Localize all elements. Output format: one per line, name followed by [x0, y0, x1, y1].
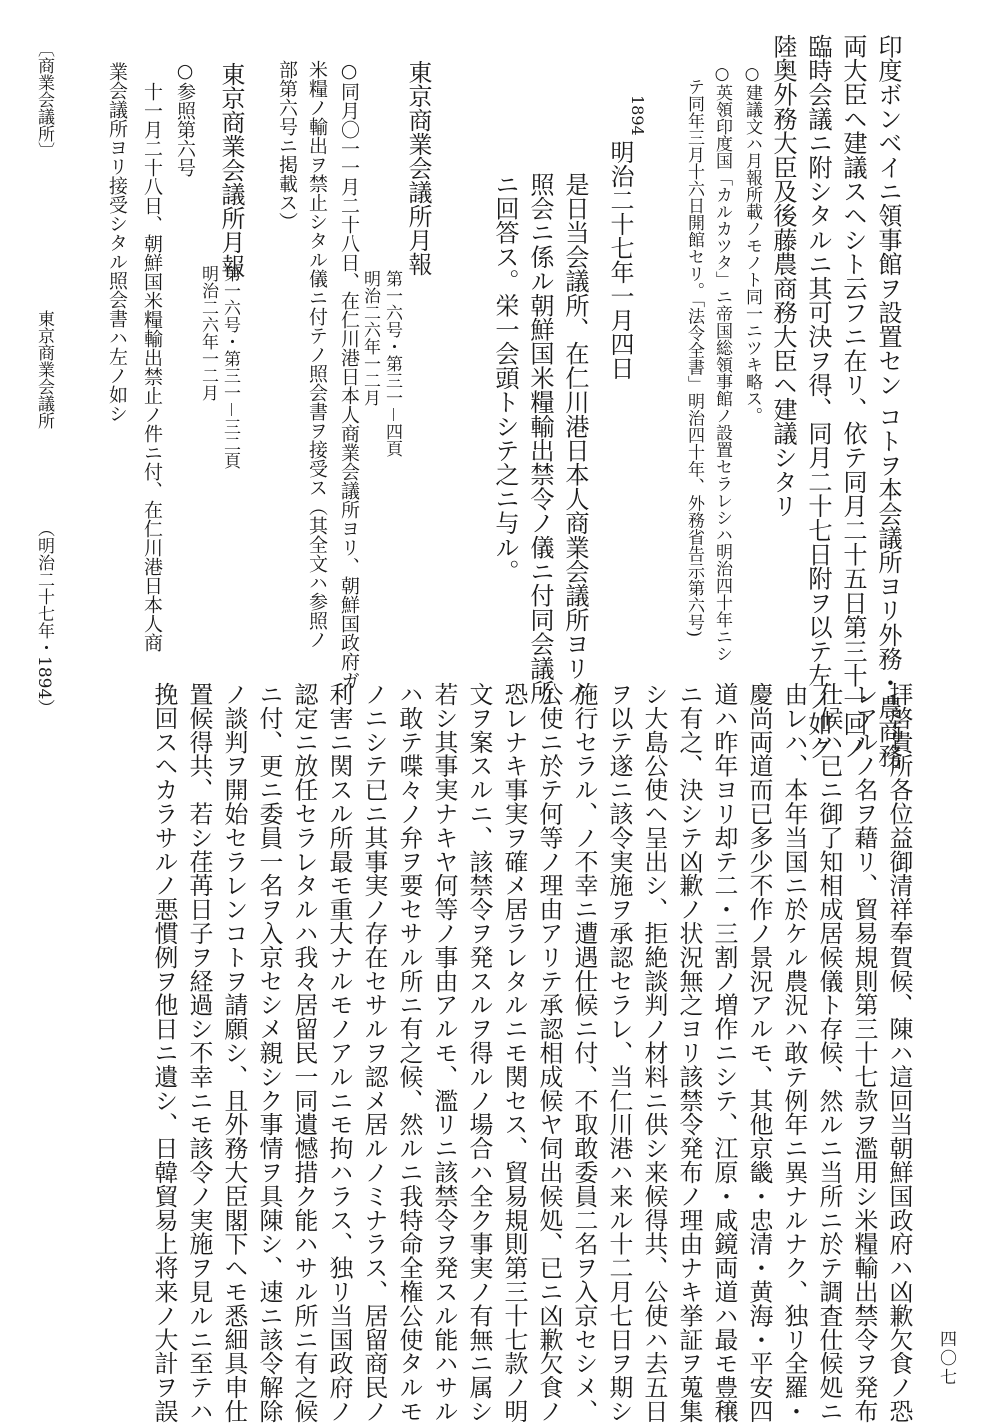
citation-body-line: 部第六号ニ掲載ス）: [276, 60, 298, 231]
letter-line: 挽回スヘカラサルノ悪慣例ヲ他日ニ遺シ、日韓貿易上将来ノ大計ヲ誤: [150, 682, 178, 1423]
letter-line: ニ有之、決シテ凶歉ノ状況無之ヨリ該禁令発布ノ理由ナキ挙証ヲ蒐集: [675, 682, 703, 1423]
letter-line: ヲ以テ遂ニ該令実施ヲ承認セラレ、当仁川港ハ来ル十二月七日ヲ期シ: [605, 682, 633, 1423]
citation-ref-date: 明治二六年一二月: [360, 270, 380, 406]
letter-line: ノ談判ヲ開始セラレンコトヲ請願シ、且外務大臣閣下ヘモ悉細具申仕: [220, 682, 248, 1423]
paragraph-line: 両大臣ヘ建議スヘシト云フニ在リ、依テ同月二十五日第三十一回ノ: [839, 34, 867, 760]
letter-line: 恐レナキ事実ヲ確メ居ラレタルニモ関セス、貿易規則第三十七款ノ明: [500, 682, 528, 1423]
letter-line: 仕候ハ已ニ御了知相成居候儀ト存候、然ルニ当所ニ於テ調査仕候処ニ: [815, 682, 843, 1423]
footer-era: （明治二十七年・1894）: [34, 520, 54, 717]
entry-year: 1894: [628, 95, 647, 136]
citation-title: 東京商業会議所月報: [404, 60, 432, 276]
letter-line: 利害ニ関スル所最モ重大ナルモノアルニモ拘ハラス、独リ当国政府ノ: [325, 682, 353, 1423]
letter-line: レアルノ名ヲ藉リ、貿易規則第三十七款ヲ濫用シ米糧輸出禁令ヲ発布: [850, 682, 878, 1423]
letter-line: ノニシテ已ニ其事実ノ存在セサルヲ認メ居ルノミナラス、居留商民ノ: [360, 682, 388, 1423]
note-omitted: ○建議文ハ月報所載ノモノト同一ニツキ略ス。: [742, 64, 762, 424]
citation-body-line: ○同月〇一一月二十八日、在仁川港日本人商業会議所ヨリ、朝鮮国政府ガ: [338, 60, 360, 690]
entry-body-line: 是日当会議所、在仁川港日本人商業会議所ヨリノ: [561, 172, 589, 705]
citation-ref: 第一六号・第三一－三二頁: [220, 265, 240, 469]
note-consulate-line: テ同年三月十六日開館セリ。「法令全書」明治四十年、外務省告示第六号): [684, 78, 704, 638]
letter-line: 公使ニ於テ何等ノ理由アリテ承認相成候ヤ伺出候処、已ニ凶歉欠食ノ: [535, 682, 563, 1423]
reference-line: 十一月二十八日、朝鮮国米糧輸出禁止ノ件ニ付、在仁川港日本人商: [141, 82, 163, 652]
letter-line: 由レハ、本年当国ニ於ケル農況ハ敢テ例年ニ異ナルナク、独リ全羅・: [780, 682, 808, 1423]
citation-ref-date: 明治二六年一二月: [198, 265, 218, 401]
paragraph-line: 臨時会議ニ附シタルニ其可決ヲ得、同月二十七日附ヲ以テ左ノ如ク: [804, 34, 832, 761]
citation-title: 東京商業会議所月報: [217, 62, 245, 278]
entry-body-line: 照会ニ係ル朝鮮国米糧輸出禁令ノ儀ニ付同会議所: [526, 172, 554, 705]
citation-body-line: 米糧ノ輸出ヲ禁止シタル儀ニ付テノ照会書ヲ接受ス（其全文ハ参照ノ: [306, 60, 328, 649]
page-number: 四〇七: [936, 1330, 956, 1387]
letter-line: 慶尚両道而已多少不作ノ景況アルモ、其他京畿・忠清・黄海・平安四: [745, 682, 773, 1423]
letter-line: 文ヲ案スルニ、該禁令ヲ発スルヲ得ルノ場合ハ全ク事実ノ有無ニ属シ: [465, 682, 493, 1423]
footer-publisher: 東京商業会議所: [34, 310, 54, 429]
letter-line: ニ付、更ニ委員一名ヲ入京セシメ親シク事情ヲ具陳シ、速ニ該令解除: [255, 682, 283, 1423]
paragraph-line: 印度ボンベイニ領事館ヲ設置セン コトヲ本会議所ヨリ外務・農商務: [874, 34, 902, 768]
letter-line: 置候得共、若シ荏苒日子ヲ経過シ不幸ニモ該令ノ実施ヲ見ルニ至テハ: [185, 682, 213, 1423]
letter-line: 認定ニ放任セラレタルハ我々居留民一同遺憾措ク能ハサル所ニ有之候: [290, 682, 318, 1423]
letter-line: 若シ其事実ナキヤ何等ノ事由アルモ、濫リニ該禁令ヲ発スル能ハサル: [430, 682, 458, 1423]
letter-line: 拝啓貴所各位益御清祥奉賀候、陳ハ這回当朝鮮国政府ハ凶歉欠食ノ恐: [885, 682, 913, 1423]
reference-heading: ○参照第六号: [174, 60, 196, 177]
letter-line: シ大島公使ヘ呈出シ、拒絶談判ノ材料ニ供シ来候得共、公使ハ去五日: [640, 682, 668, 1423]
paragraph-line: 陸奥外務大臣及後藤農商務大臣ヘ建議シタリ: [769, 34, 797, 518]
entry-body-line: ニ回答ス。栄一会頭トシテ之ニ与ル。: [491, 172, 519, 584]
reference-line: 業会議所ヨリ接受シタル照会書ハ左ノ如シ: [106, 62, 128, 423]
letter-line: ハ敢テ喋々ノ弁ヲ要セサル所ニ有之候、然ルニ我特命全権公使タルモ: [395, 682, 423, 1423]
footer-category: 〔商業会議所〕: [34, 40, 54, 159]
entry-date: 明治二十七年一月四日: [606, 140, 634, 380]
letter-line: 道ハ昨年ヨリ却テ二・三割ノ増作ニシテ、江原・咸鏡両道ハ最モ豊穣: [710, 682, 738, 1423]
note-consulate-line: ○英領印度国「カルカツタ」ニ帝国総領事館ノ設置セラレシハ明治四十年ニシ: [712, 64, 732, 662]
citation-ref: 第一六号・第三一－四頁: [382, 270, 402, 457]
letter-line: 施行セラル、ノ不幸ニ遭遇仕候ニ付、不取敢委員二名ヲ入京セシメ、: [570, 682, 598, 1423]
